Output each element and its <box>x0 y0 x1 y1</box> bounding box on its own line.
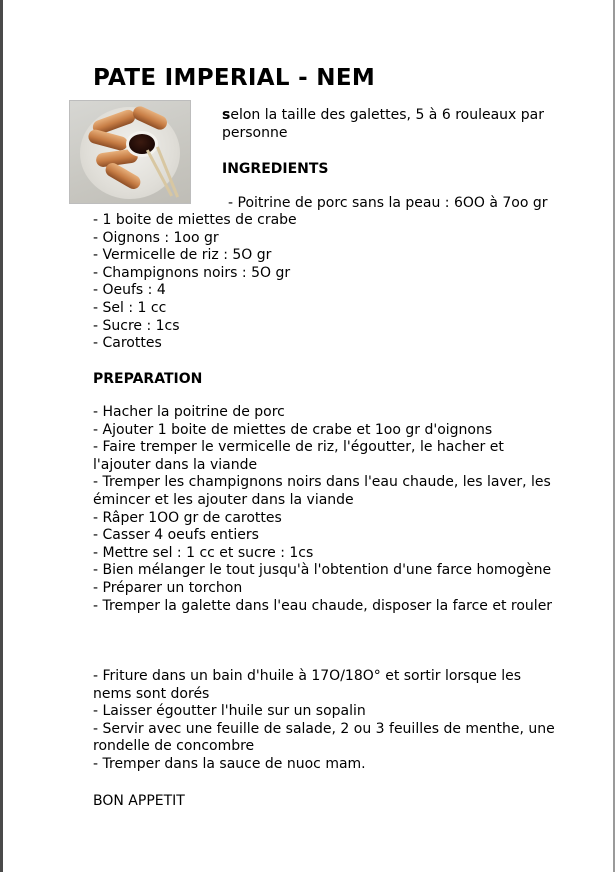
finishing-step: - Laisser égoutter l'huile sur un sopalin <box>93 703 366 720</box>
preparation-heading: PREPARATION <box>93 371 203 387</box>
finishing-step: - Tremper dans la sauce de nuoc mam. <box>93 755 366 772</box>
finishing-step: - Servir avec une feuille de salade, 2 ou 3 feuilles de menthe, une rondelle de concombre <box>93 720 555 755</box>
preparation-step: - Préparer un torchon <box>93 579 243 596</box>
ingredient-item: - 1 boite de miettes de crabe <box>93 212 297 228</box>
preparation-step: - Ajouter 1 boite de miettes de crabe et 1oo gr d'oignons <box>93 421 493 438</box>
preparation-step: - Casser 4 oeufs entiers <box>93 527 259 544</box>
preparation-step: - Mettre sel : 1 cc et sucre : 1cs <box>93 544 314 561</box>
finishing-steps <box>93 668 563 774</box>
ingredient-item: - Oignons : 1oo gr <box>93 229 219 246</box>
intro-text: elon la taille des galettes, 5 à 6 rouleaux par personne <box>222 107 544 141</box>
ingredient-item: - Sucre : 1cs <box>93 317 180 334</box>
ingredient-item: - Sel : 1 cc <box>93 299 167 316</box>
recipe-title: PATE IMPERIAL - NEM <box>93 65 376 91</box>
preparation-step: - Bien mélanger le tout jusqu'à l'obtention d'une farce homogène <box>93 562 552 579</box>
servings-text <box>222 107 562 142</box>
ingredient-item: - Carottes <box>93 335 162 352</box>
ingredient-item: - Poitrine de porc sans la peau : 6OO à 7oo gr <box>228 195 548 211</box>
ingredients-list <box>93 212 297 353</box>
closing-text: BON APPETIT <box>93 793 185 809</box>
finishing-step: - Friture dans un bain d'huile à 17O/18O° et sortir lorsque les nems sont dorés <box>93 668 522 702</box>
preparation-step: - Tremper la galette dans l'eau chaude, disposer la farce et rouler <box>93 597 553 614</box>
intro-first-letter: s <box>222 107 231 123</box>
nem-photo <box>69 100 191 204</box>
ingredient-item: - Oeufs : 4 <box>93 282 166 299</box>
preparation-steps <box>93 404 563 615</box>
preparation-step: - Faire tremper le vermicelle de riz, l'égoutter, le hacher et l'ajouter dans la viande <box>93 439 504 473</box>
preparation-step: - Hacher la poitrine de porc <box>93 404 285 420</box>
preparation-step: - Tremper les champignons noirs dans l'eau chaude, les laver, les émincer et les ajouter dans la viande <box>93 474 551 508</box>
ingredient-item: - Champignons noirs : 5O gr <box>93 264 291 281</box>
recipe-page <box>93 60 573 809</box>
sauce-bowl-image <box>126 131 158 157</box>
preparation-step: - Râper 1OO gr de carottes <box>93 509 282 526</box>
ingredients-heading: INGREDIENTS <box>222 161 329 177</box>
page-frame-left <box>0 0 3 872</box>
ingredient-item: - Vermicelle de riz : 5O gr <box>93 247 272 264</box>
